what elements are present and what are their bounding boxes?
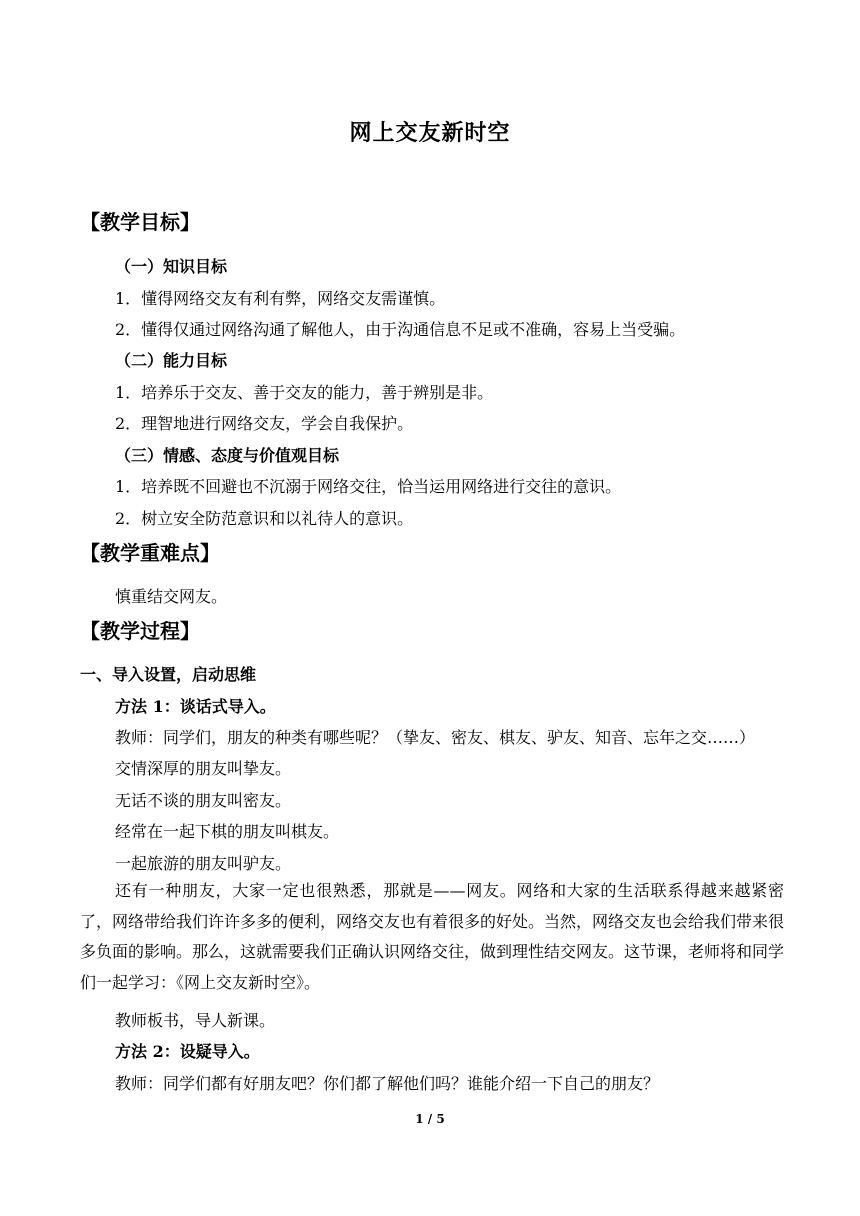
emotion-goal-2: 2．树立安全防范意识和以礼待人的意识。 — [115, 509, 414, 528]
emotion-goal-1: 1．培养既不回避也不沉溺于网络交往，恰当运用网络进行交往的意识。 — [115, 477, 622, 496]
intro-paragraph: 还有一种朋友，大家一定也很熟悉，那就是——网友。网络和大家的生活联系得越来越紧密了，网络带给我们许许多多的便利，网络交友也有着很多的好处。当然，网络交友也会给我们带来很多负面的影响。那么，这就需要我们正确认识网络交往，做到理性结交网友。这节课，老师将和同学们一起学习：《网上交友新时空》。 — [80, 881, 785, 992]
emotion-goal-heading: （三）情感、态度与价值观目标 — [115, 446, 340, 465]
document-title: 网上交友新时空 — [349, 120, 511, 146]
section-heading-key-points: 【教学重难点】 — [80, 541, 220, 565]
text-line: 无话不谈的朋友叫密友。 — [115, 791, 292, 810]
ability-goal-heading: （二）能力目标 — [115, 351, 228, 370]
method-2-heading: 方法 2：设疑导入。 — [115, 1042, 260, 1061]
text-line: 交情深厚的朋友叫挚友。 — [115, 759, 292, 778]
key-points-text: 慎重结交网友。 — [115, 587, 228, 606]
ability-goal-2: 2．理智地进行网络交友，学会自我保护。 — [115, 414, 414, 433]
text-line: 一起旅游的朋友叫驴友。 — [115, 854, 292, 873]
method-1-heading: 方法 1：谈话式导入。 — [115, 697, 276, 716]
process-step-1-heading: 一、导入设置，启动思维 — [80, 665, 257, 684]
knowledge-goal-heading: （一）知识目标 — [115, 257, 228, 276]
page-number: 1 / 5 — [415, 1112, 445, 1126]
text-line: 经常在一起下棋的朋友叫棋友。 — [115, 822, 340, 841]
knowledge-goal-1: 1．懂得网络交友有利有弊，网络交友需谨慎。 — [115, 289, 446, 308]
section-heading-process: 【教学过程】 — [80, 619, 200, 643]
teacher-question-1: 教师：同学们，朋友的种类有哪些呢？（挚友、密友、棋友、驴友、知音、忘年之交……） — [115, 728, 756, 747]
ability-goal-1: 1．培养乐于交友、善于交友的能力，善于辨别是非。 — [115, 383, 494, 402]
teacher-question-2: 教师：同学们都有好朋友吧？你们都了解他们吗？谁能介绍一下自己的朋友？ — [115, 1074, 660, 1093]
section-heading-objectives: 【教学目标】 — [80, 210, 200, 234]
text-line: 教师板书，导人新课。 — [115, 1011, 276, 1030]
knowledge-goal-2: 2．懂得仅通过网络沟通了解他人，由于沟通信息不足或不准确，容易上当受骗。 — [115, 320, 686, 339]
